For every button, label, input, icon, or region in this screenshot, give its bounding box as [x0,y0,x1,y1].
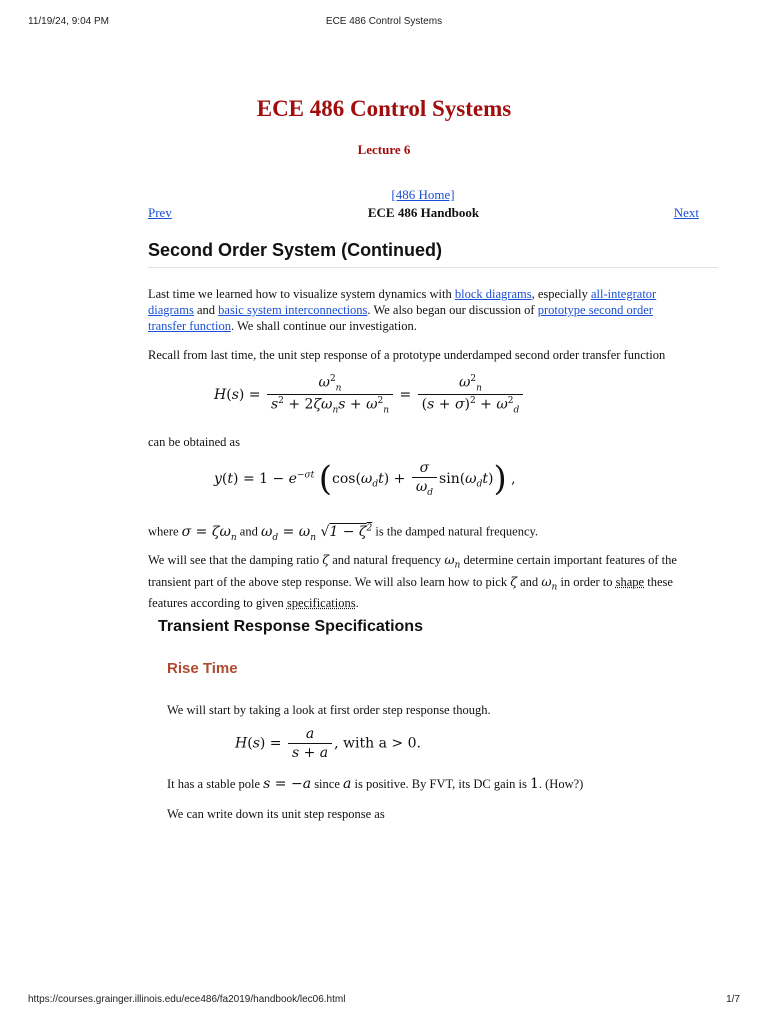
can-be-obtained-text: can be obtained as [148,435,240,449]
damping-text-2: and natural frequency [329,553,445,567]
first-order-tf-equation: H(s) = $\frac{a}{s + a}$ , with a > 0. [235,726,421,761]
where-text-2: and [236,524,261,539]
home-link[interactable]: [486 Home] [391,187,455,202]
damping-text-5: in order to [557,574,616,589]
transfer-function-equation: H(s) = $\frac{\omega^2_n}{s^2 + 2\zeta\omega_ns + \omega^2_n}$ = $\frac{\omega^2_n}{(s + \sigma)^2 + \omega^2_d}$ [214,374,525,416]
lecture-label: Lecture 6 [357,142,411,157]
print-url: https://courses.grainger.illinois.edu/ece486/fa2019/handbook/lec06.html [28,994,346,1005]
dc-gain-value: 1 [529,776,539,792]
a-math: a [343,776,352,792]
where-text-3: is the damped natural frequency. [372,524,539,539]
basic-system-interconnections-link[interactable]: basic system interconnections [218,303,368,317]
damping-paragraph: We will see that the damping ratio ζ and natural frequency $\omega_n$ determine certain important features of the transient part of the above step response. We will also learn how to pick ζ and $\omega_n$ in order to shape these features according to given specifications. [148,552,677,610]
omega-d-def: ω [260,523,273,540]
print-page-number: 1/7 [726,994,740,1005]
intro-text-3: and [193,303,219,317]
step-response-equation: $y(t) = 1 - e^{-\sigma t}$ ($\cos(\omega_dt)$ + $\frac{\sigma}{\omega_d}$ $\sin(\omega_dt)$) , [214,458,516,499]
pole-text-4: . (How?) [538,777,584,791]
intro-text-5: . We shall continue our investigation. [230,319,417,333]
print-datetime: 11/19/24, 9:04 PM [28,16,109,27]
damping-text-6: these features according to given [148,574,673,610]
specifications-link[interactable]: specifications [286,596,356,610]
print-header [28,16,740,30]
pole-math: s = −a [263,776,312,792]
nav-bar [148,205,699,223]
sigma-def: σ = ζω [181,523,231,540]
all-integrator-diagrams-link[interactable]: all-integrator diagrams [148,287,657,317]
next-link[interactable]: Next [673,205,699,220]
damping-text-1: We will see that the damping ratio [148,553,323,567]
handbook-label: ECE 486 Handbook [367,205,480,220]
intro-text-4: . We also began our discussion of [367,303,538,317]
omega-symbol-2: ω [541,573,552,589]
subsection-title: Transient Response Specifications [158,618,423,635]
intro-text-1: Last time we learned how to visualize system dynamics with [148,287,455,301]
intro-text-2: , especially [531,287,591,301]
damping-text-3: determine certain important features of the transient part of the above step response. We will also learn how to pick [148,553,677,589]
section-title: Second Order System (Continued) [148,240,718,268]
intro-paragraph [148,286,688,334]
where-text-1: where [148,524,182,539]
with-a-text: , with a > 0. [334,735,421,752]
where-paragraph: where $\sigma = \zeta\omega_n$ and $\omega_d = \omega_n$ $√1 - \zeta^2$ is the damped natural frequency. [148,523,539,543]
print-doc-title: ECE 486 Control Systems [325,16,443,27]
page-title: ECE 486 Control Systems [256,96,512,121]
zeta-symbol-2: ζ [510,573,517,589]
damping-text-7: . [355,596,359,610]
rise-intro: We will start by taking a look at first order step response though. [167,703,491,717]
omega-symbol: ω [444,552,455,567]
zeta-symbol: ζ [322,552,330,567]
step-response-intro: We can write down its unit step response as [167,807,385,821]
pole-text-1: It has a stable pole [167,777,264,791]
pole-text-2: since [311,777,343,791]
prototype-tf-link[interactable]: prototype second order transfer function [148,303,653,333]
recall-paragraph: Recall from last time, the unit step response of a prototype underdamped second order transfer function [148,348,666,362]
block-diagrams-link[interactable]: block diagrams [454,287,532,301]
shape-link[interactable]: shape [615,574,645,589]
rise-time-title: Rise Time [167,660,238,677]
damping-text-4: and [517,574,542,589]
stable-pole-paragraph [167,776,707,792]
print-footer [28,994,740,1008]
prev-link[interactable]: Prev [148,205,172,220]
pole-text-3: is positive. By FVT, its DC gain is [351,777,530,791]
